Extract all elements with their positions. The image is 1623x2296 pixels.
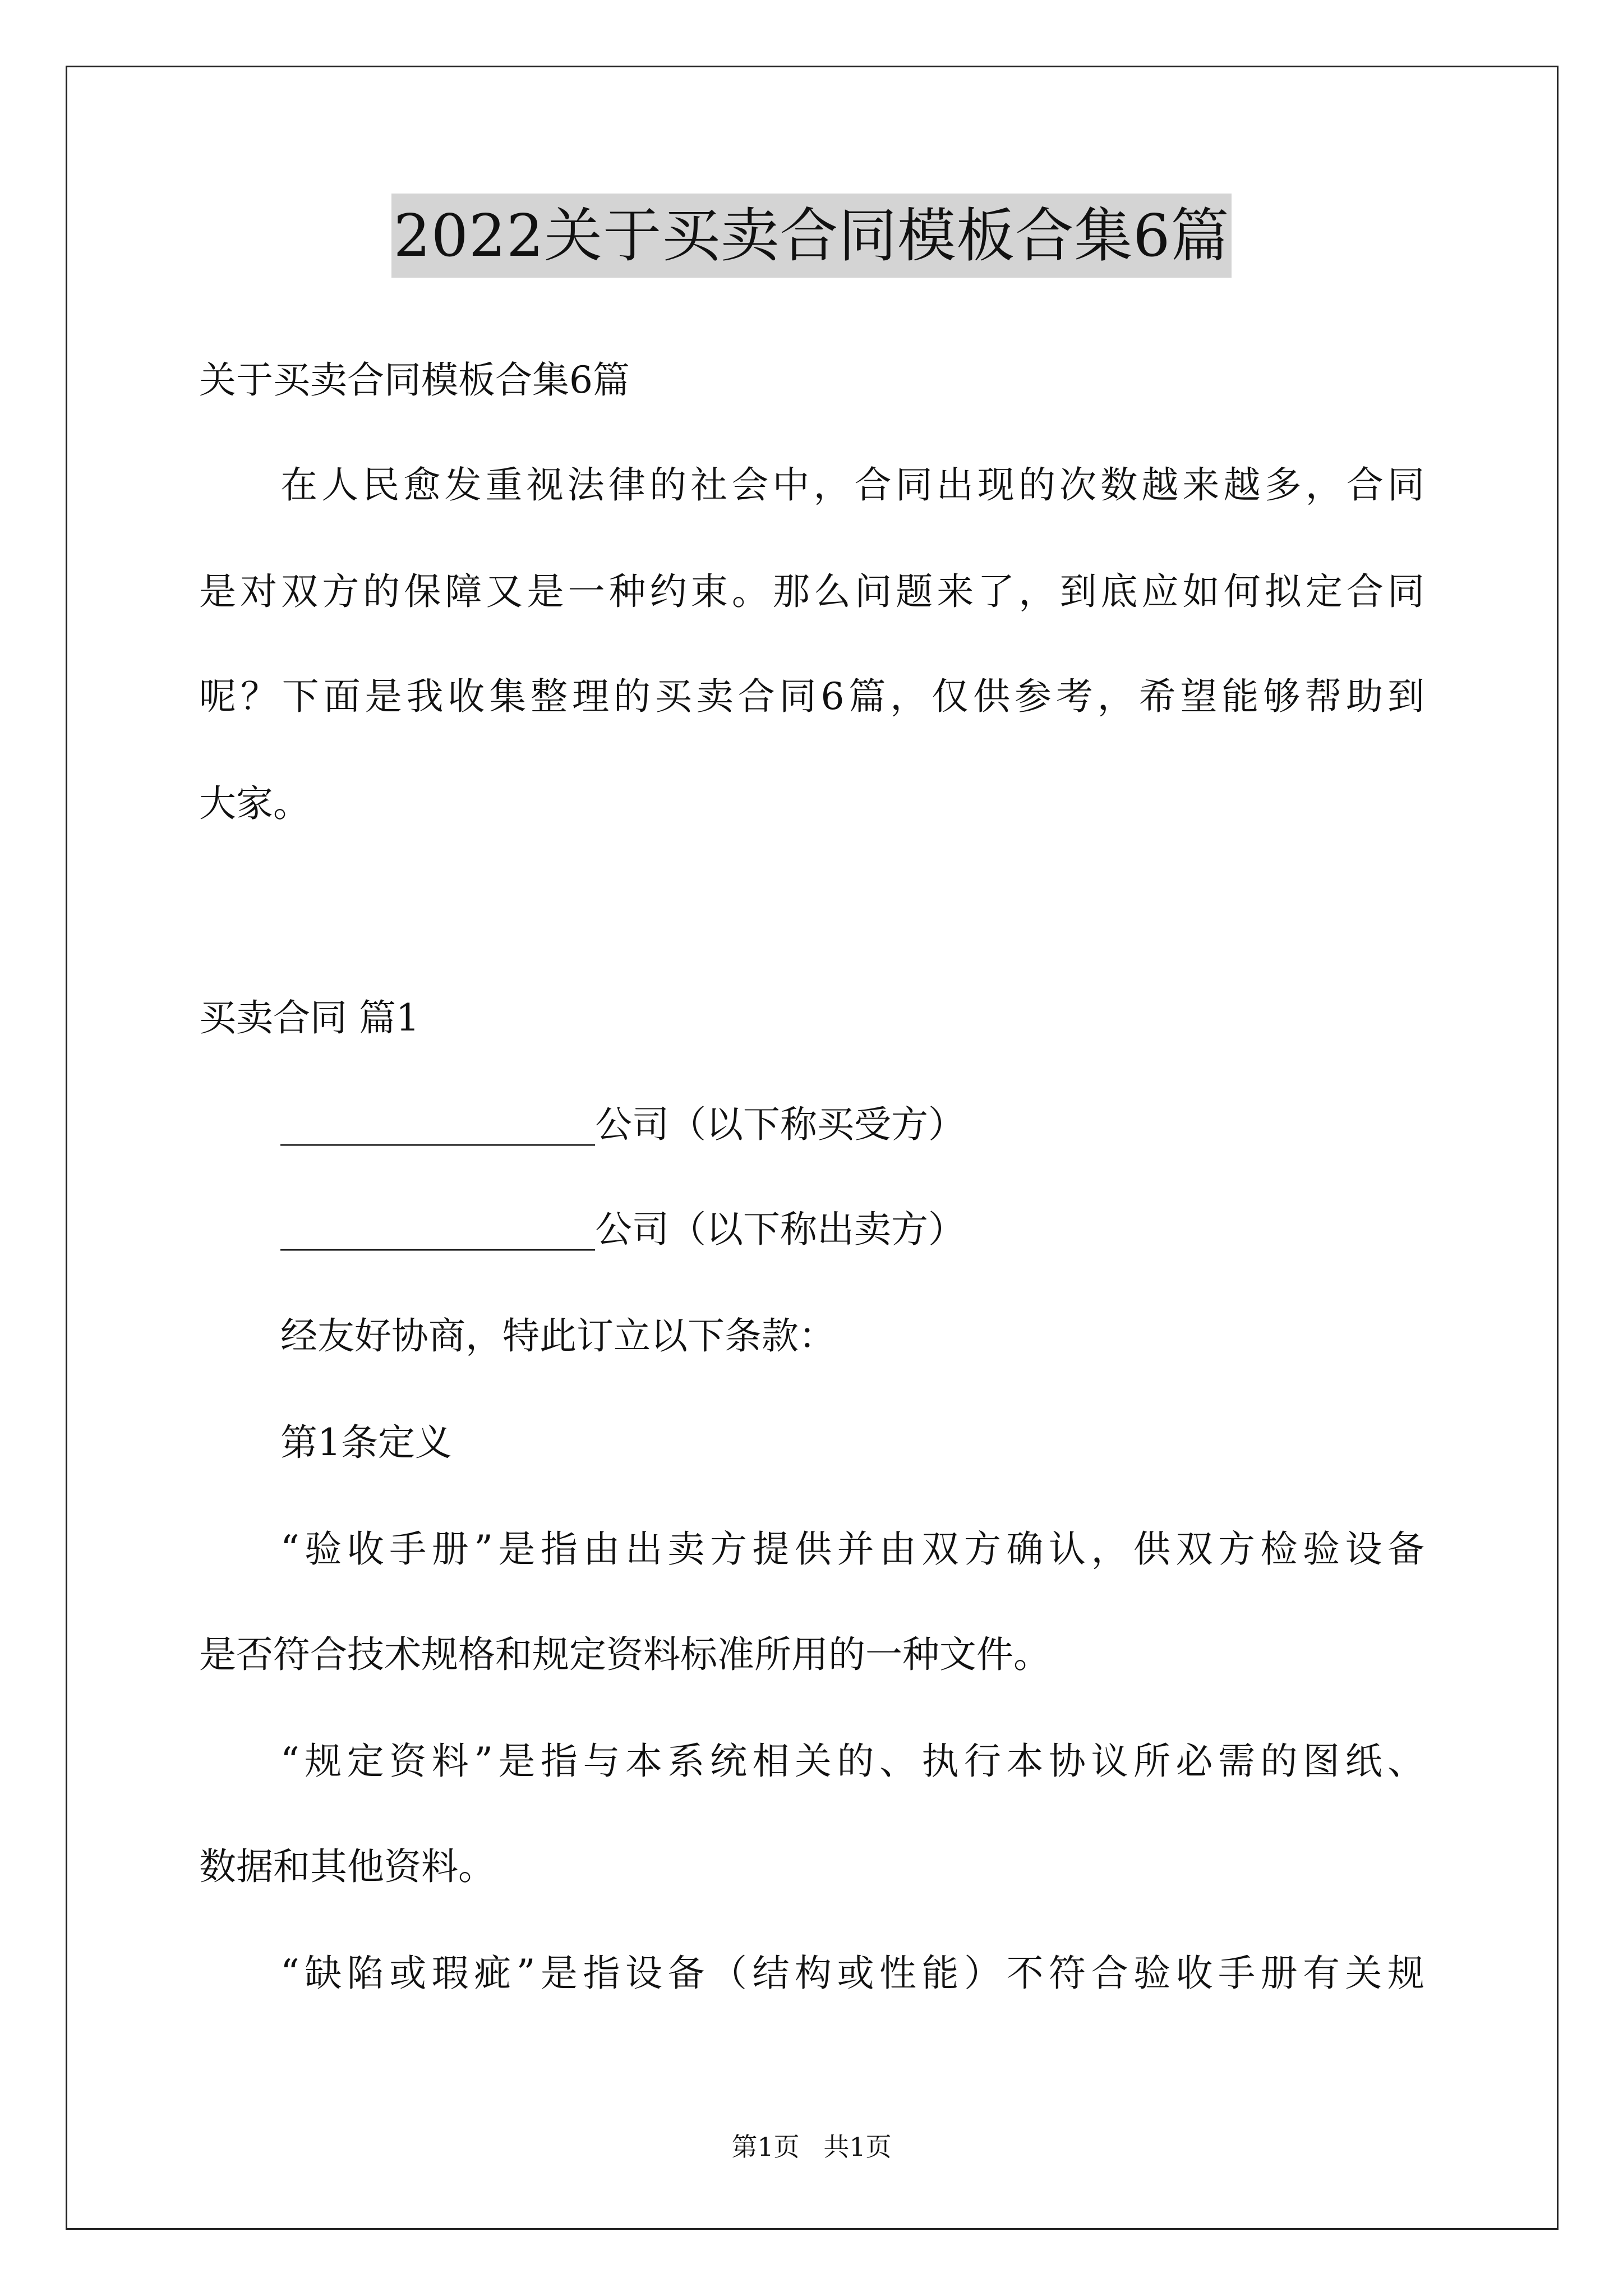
page-total: 共1页 [823,2132,892,2162]
party-seller-line: _________________公司（以下称出卖方） [280,1208,965,1251]
page-number: 第1页 [731,2132,800,2162]
page-footer [0,2130,1623,2164]
article-heading: 第1条定义 [280,1421,452,1464]
intro-line-4: 大家。 [199,782,310,825]
agreement-line: 经友好协商，特此订立以下条款： [280,1314,836,1358]
definition-manual-line-2: 是否符合技术规格和规定资料标准所用的一种文件。 [199,1633,1050,1676]
title-container [0,194,1623,278]
definition-manual-line-1: “验收手册”是指由出卖方提供并由双方确认，供双方检验设备 [280,1527,1424,1571]
definition-materials-line-2: 数据和其他资料。 [199,1845,495,1888]
intro-line-3: 呢？下面是我收集整理的买卖合同6篇，仅供参考，希望能够帮助到 [199,675,1424,718]
intro-line-1: 在人民愈发重视法律的社会中，合同出现的次数越来越多，合同 [280,463,1424,507]
document-title: 2022关于买卖合同模板合集6篇 [391,194,1232,278]
definition-materials-line-1: “规定资料”是指与本系统相关的、执行本协议所必需的图纸、 [280,1740,1424,1783]
intro-line-2: 是对双方的保障又是一种约束。那么问题来了，到底应如何拟定合同 [199,570,1424,613]
section-heading: 买卖合同 篇1 [199,996,419,1039]
definition-defect-line-1: “缺陷或瑕疵”是指设备（结构或性能）不符合验收手册有关规 [280,1952,1424,1995]
party-buyer-line: _________________公司（以下称买受方） [280,1103,965,1146]
document-subtitle: 关于买卖合同模板合集6篇 [199,358,630,402]
